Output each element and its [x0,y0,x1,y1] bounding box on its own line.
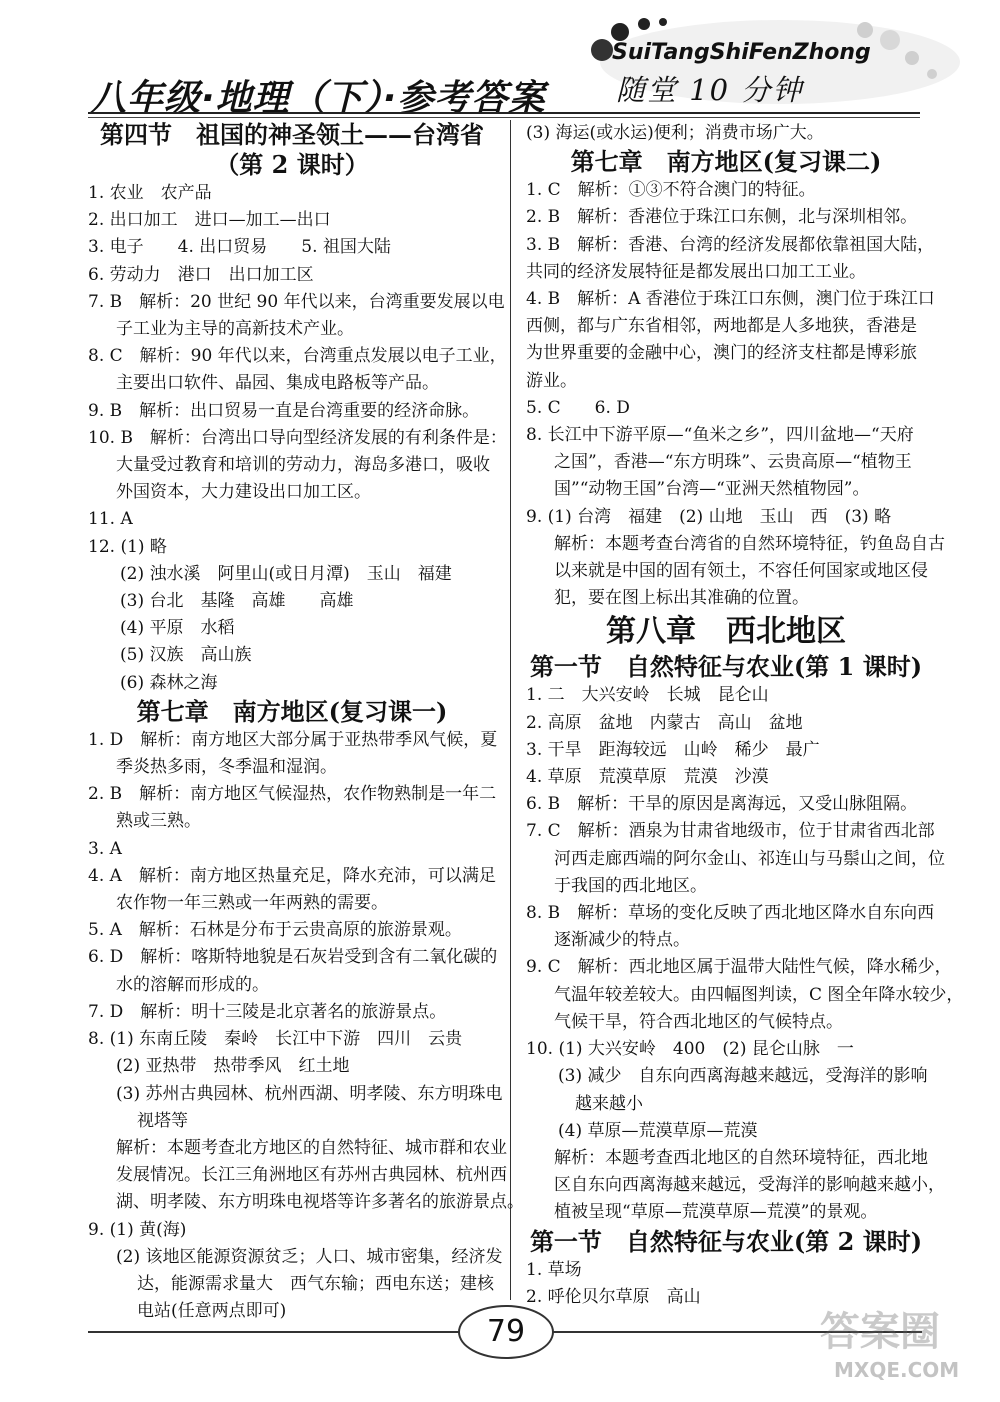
answer-line: 9. B 解析：出口贸易一直是台湾重要的经济命脉。 [88,400,480,421]
answer-line: 季炎热多雨，冬季温和湿润。 [116,757,337,778]
answer-line: 1. D 解析：南方地区大部分属于亚热带季风气候，夏 [88,729,498,750]
answer-line: (2) 该地区能源资源贫乏；人口、城市密集，经济发 [116,1246,503,1267]
answer-line: 气候干旱，符合西北地区的气候特点。 [554,1011,843,1032]
answer-line: 5. A 解析：石林是分布于云贵高原的旅游景观。 [88,920,462,941]
footer-rule-left [88,1331,460,1333]
answer-line: 外国资本，大力建设出口加工区。 [116,482,371,503]
answer-line: 10. B 解析：台湾出口导向型经济发展的有利条件是： [88,427,507,448]
answer-line: 国”“动物王国”台湾—“亚洲天然植物园”。 [554,479,870,500]
answer-line: 解析：本题考查北方地区的自然特征、城市群和农业 [116,1137,507,1158]
answer-line: 农作物一年三熟或一年两熟的需要。 [116,893,388,914]
answer-line: 主要出口软件、晶园、集成电路板等产品。 [116,373,439,394]
section-heading: 第七章 南方地区(复习课一) [136,696,448,726]
answer-line: 共同的经济发展特征是都发展出口加工工业。 [526,261,866,282]
answer-line: 1. 草场 [526,1259,582,1280]
answer-line: 4. 草原 荒漠草原 荒漠 沙漠 [526,767,769,788]
answer-line: (3) 台北 基隆 高雄 高雄 [120,591,354,612]
left-column [88,120,524,1325]
answer-line: 于我国的西北地区。 [554,875,707,896]
header-rule [88,112,920,114]
answer-line: 大量受过教育和培训的劳动力，海岛多港口，吸收 [116,455,490,476]
series-pinyin: SuiTangShiFenZhong [612,40,871,65]
answer-line: 视塔等 [120,1110,188,1131]
answer-line: 2. 呼伦贝尔草原 高山 [526,1286,701,1307]
answer-line: (3) 减少 自东向西离海越来越远，受海洋的影响 [558,1066,928,1087]
answer-line: 3. A [88,838,122,859]
answer-line: 湖、明孝陵、东方明珠电视塔等许多著名的旅游景点。 [116,1192,524,1213]
watermark [820,1300,990,1395]
header-rule-thin [88,117,920,118]
answer-line: 2. 出口加工 进口—加工—出口 [88,210,331,231]
answer-line: 4. A 解析：南方地区热量充足，降水充沛，可以满足 [88,865,496,886]
answer-line: 6. 劳动力 港口 出口加工区 [88,264,314,285]
chapter-heading: 第八章 西北地区 [606,614,846,650]
answer-line: 7. D 解析：明十三陵是北京著名的旅游景点。 [88,1001,447,1022]
answer-line: 解析：本题考查西北地区的自然环境特征，西北地 [554,1147,928,1168]
section-heading: 第一节 自然特征与农业(第 2 课时) [529,1226,923,1256]
watermark-text: 答案圈 [820,1308,940,1355]
answer-line: 8. C 解析：90 年代以来，台湾重点发展以电子工业， [88,346,507,367]
answer-line: 1. 农业 农产品 [88,183,212,203]
answer-line: 河西走廊西端的阿尔金山、祁连山与马鬃山之间，位 [554,848,945,869]
answer-line: 子工业为主导的高新技术产业。 [116,319,354,340]
answer-line: 8. 长江中下游平原—“鱼米之乡”，四川盆地—“天府 [526,425,914,446]
answer-line: (6) 森林之海 [120,672,218,693]
answer-line: 1. 二 大兴安岭 长城 昆仑山 [526,685,769,706]
answer-line: 犯，要在图上标出其准确的位置。 [554,588,809,609]
answer-line: 2. B 解析：南方地区气候湿热，农作物熟制是一年二 [88,784,497,805]
watermark-url: MXQE.COM [834,1358,960,1382]
book-title: 八年级·地理（下）·参考答案 [90,78,546,119]
answer-line: 7. C 解析：酒泉为甘肃省地级市，位于甘肃省西北部 [526,821,935,842]
answer-line: 发展情况。长江三角洲地区有苏州古典园林、杭州西 [116,1165,507,1186]
answer-line: 电站(任意两点即可) [120,1301,287,1322]
answer-line: (4) 平原 水稻 [120,618,235,639]
answer-line: 9. (1) 黄(海) [88,1219,187,1240]
answer-line: (2) 亚热带 热带季风 红土地 [116,1056,350,1077]
answer-line: 1. C 解析：①③不符合澳门的特征。 [526,180,816,201]
series-name: 随堂 10 分钟 [616,73,804,107]
answer-line: 西侧，都与广东省相邻，两地都是人多地狭，香港是 [526,316,917,337]
answer-line: 7. B 解析：20 世纪 90 年代以来，台湾重要发展以电 [88,291,505,312]
answer-line: 游业。 [526,370,577,391]
answer-line: 11. A [88,509,133,530]
answer-line: 6. B 解析：干旱的原因是离海远，又受山脉阻隔。 [526,794,918,815]
answer-line: 越来越小 [558,1093,643,1114]
answer-line: 4. B 解析：A 香港位于珠江口东侧，澳门位于珠江口 [526,289,935,310]
right-column [526,120,964,1311]
answer-line: 熟或三熟。 [116,811,201,832]
answer-line: 区自东向西离海越来越远，受海洋的影响越来越小， [554,1175,945,1196]
section-heading: （第 2 课时） [215,150,369,179]
page-header [0,0,1000,130]
answer-line: (5) 汉族 高山族 [120,645,252,666]
answer-line: 9. (1) 台湾 福建 (2) 山地 玉山 西 (3) 略 [526,506,892,527]
answer-line: (3) 海运(或水运)便利；消费市场广大。 [526,123,824,143]
answer-line: 植被呈现“草原—荒漠草原—荒漠”的景观。 [554,1202,878,1223]
answer-line: 10. (1) 大兴安岭 400 (2) 昆仑山脉 一 [526,1039,854,1060]
column-divider [510,120,511,1300]
answer-line: 3. B 解析：香港、台湾的经济发展都依靠祖国大陆， [526,234,935,255]
answer-line: 3. 电子 4. 出口贸易 5. 祖国大陆 [88,237,391,258]
answer-line: 2. B 解析：香港位于珠江口东侧，北与深圳相邻。 [526,207,918,228]
answer-line: 8. (1) 东南丘陵 秦岭 长江中下游 四川 云贵 [88,1029,463,1050]
answer-line: 之国”，香港—“东方明珠”、云贵高原—“植物王 [554,452,912,473]
answer-line: 气温年较差较大。由四幅图判读，C 图全年降水较少， [554,984,964,1005]
answer-line: 9. C 解析：西北地区属于温带大陆性气候，降水稀少， [526,957,952,978]
section-heading: 第七章 南方地区(复习课二) [570,147,882,177]
answer-line: 2. 高原 盆地 内蒙古 高山 盆地 [526,712,803,733]
answer-line: 6. D 解析：喀斯特地貌是石灰岩受到含有二氧化碳的 [88,947,498,968]
section-heading: 第一节 自然特征与农业(第 1 课时) [529,652,923,682]
answer-line: 以来就是中国的固有领土，不容任何国家或地区侵 [554,561,928,582]
answer-line: 12. (1) 略 [88,536,167,557]
answer-line: 达，能源需求量大 西气东输；西电东送；建核 [120,1273,494,1294]
answer-line: 逐渐减少的特点。 [554,930,690,951]
page-number: 79 [458,1305,554,1359]
answer-line: 5. C 6. D [526,397,630,418]
answer-line: 为世界重要的金融中心，澳门的经济支柱都是博彩旅 [526,343,917,364]
answer-line: 8. B 解析：草场的变化反映了西北地区降水自东向西 [526,903,935,924]
answer-line: 解析：本题考查台湾省的自然环境特征，钓鱼岛自古 [554,533,945,554]
answer-line: 3. 干旱 距海较远 山岭 稀少 最广 [526,739,820,760]
section-heading: 第四节 祖国的神圣领土——台湾省 [100,120,484,149]
answer-line: 水的溶解而形成的。 [116,974,269,995]
answer-line: (4) 草原—荒漠草原—荒漠 [558,1120,758,1141]
answer-line: (3) 苏州古典园林、杭州西湖、明孝陵、东方明珠电 [116,1083,503,1104]
answer-line: (2) 浊水溪 阿里山(或日月潭) 玉山 福建 [120,563,452,584]
